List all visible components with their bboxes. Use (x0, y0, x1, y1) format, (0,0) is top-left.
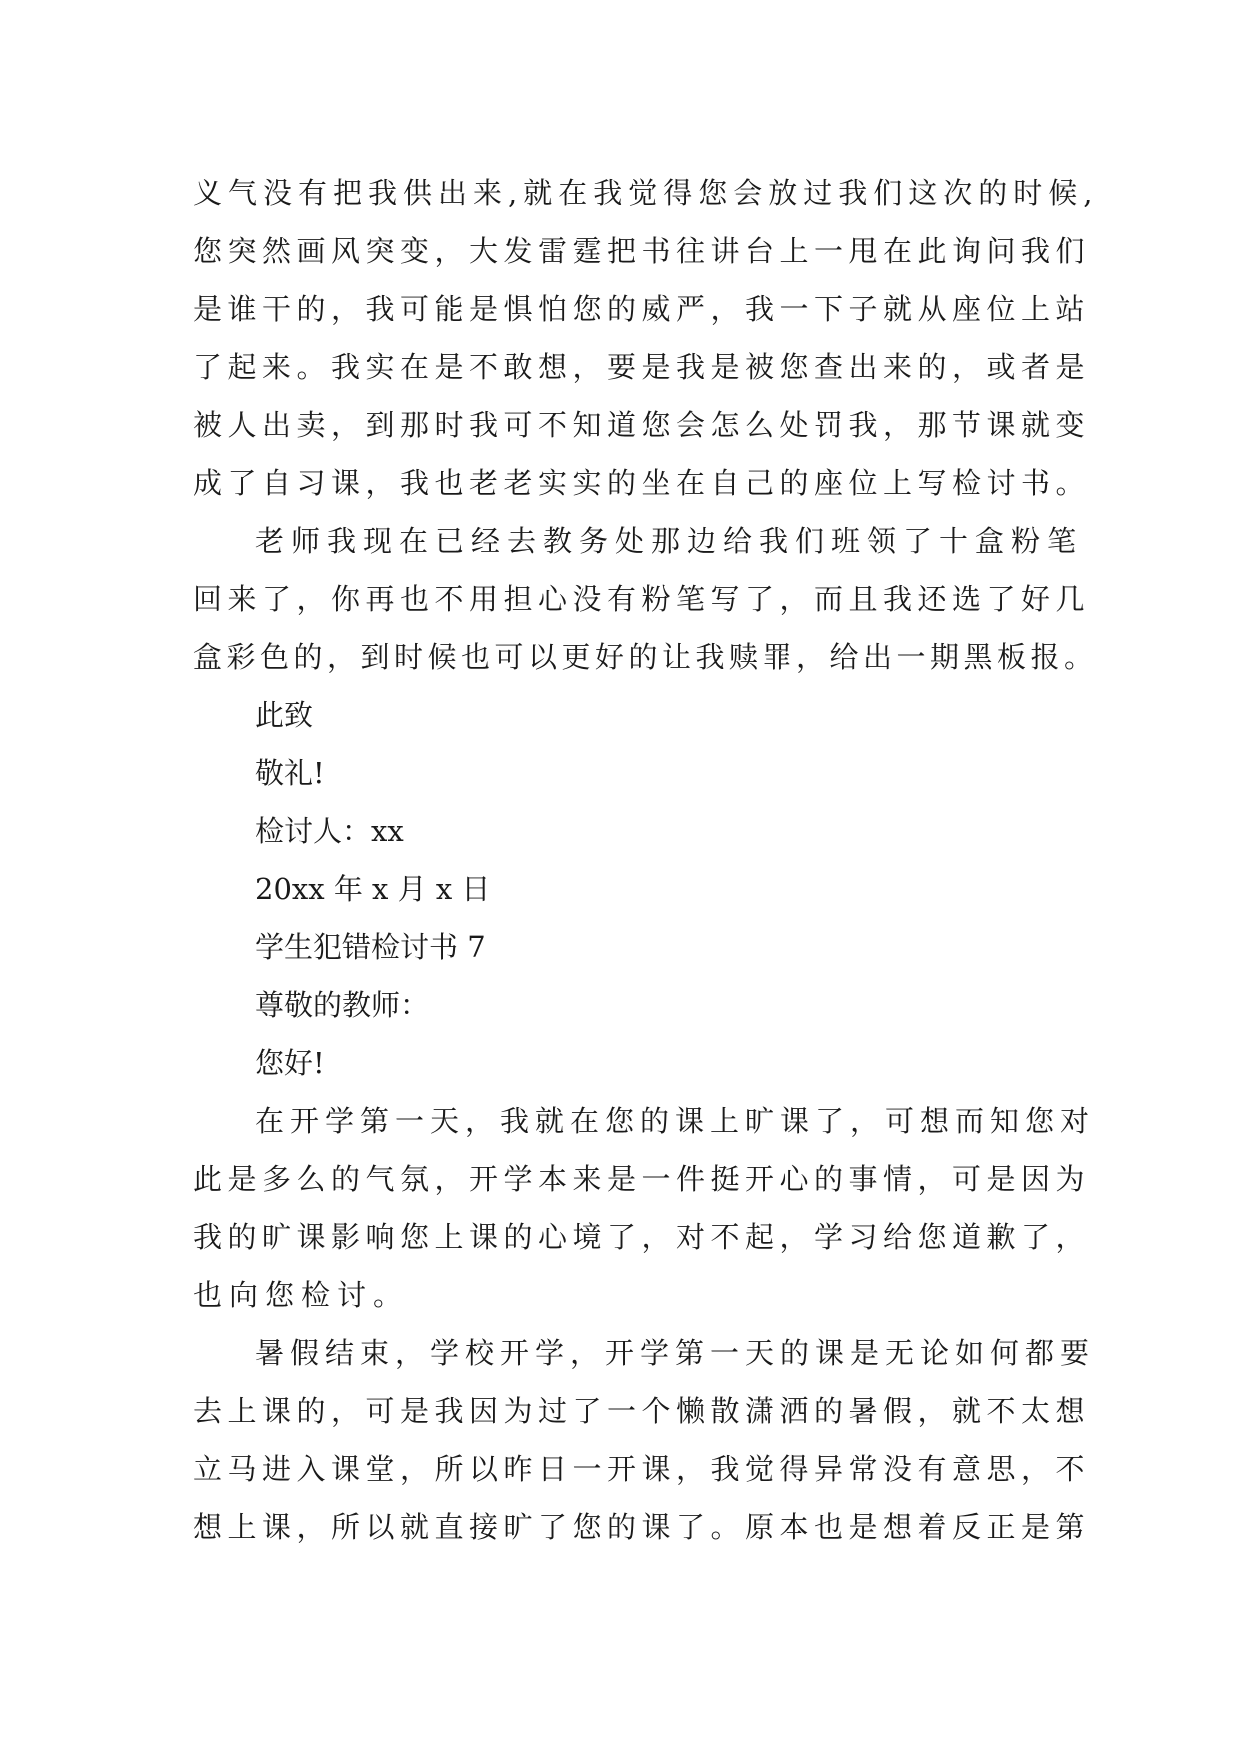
text-line: 此致 (255, 698, 314, 732)
text-line: 检讨人：xx (255, 814, 404, 848)
text-line: 回来了，你再也不用担心没有粉笔写了，而且我还选了好几 (193, 582, 1091, 616)
text-line: 您好! (255, 1046, 325, 1080)
text-line: 义气没有把我供出来,就在我觉得您会放过我们这次的时候, (193, 176, 1099, 210)
text-line: 20xx 年 x 月 x 日 (255, 872, 491, 906)
text-line: 暑假结束，学校开学，开学第一天的课是无论如何都要 (255, 1336, 1096, 1370)
text-line: 想上课，所以就直接旷了您的课了。原本也是想着反正是第 (193, 1510, 1091, 1544)
text-line: 去上课的，可是我因为过了一个懒散潇洒的暑假，就不太想 (193, 1394, 1091, 1428)
text-line: 老师我现在已经去教务处那边给我们班领了十盒粉笔 (255, 524, 1084, 558)
text-line: 敬礼! (255, 756, 325, 790)
text-line: 也向您检讨。 (193, 1278, 410, 1312)
text-line: 成了自习课，我也老老实实的坐在自己的座位上写检讨书。 (193, 466, 1091, 500)
text-line: 盒彩色的，到时候也可以更好的让我赎罪，给出一期黑板报。 (193, 640, 1098, 674)
text-line: 是谁干的，我可能是惧怕您的威严，我一下子就从座位上站 (193, 292, 1091, 326)
text-line: 立马进入课堂，所以昨日一开课，我觉得异常没有意思，不 (193, 1452, 1091, 1486)
text-line: 尊敬的教师： (255, 988, 430, 1022)
text-line: 被人出卖，到那时我可不知道您会怎么处罚我，那节课就变 (193, 408, 1091, 442)
document-body (193, 164, 1099, 1556)
text-line: 了起来。我实在是不敢想，要是我是被您查出来的，或者是 (193, 350, 1091, 384)
text-line: 学生犯错检讨书 7 (255, 930, 486, 964)
text-line: 我的旷课影响您上课的心境了，对不起，学习给您道歉了， (193, 1220, 1091, 1254)
text-line: 在开学第一天，我就在您的课上旷课了，可想而知您对 (255, 1104, 1096, 1138)
text-line: 您突然画风突变，大发雷霆把书往讲台上一甩在此询问我们 (193, 234, 1091, 268)
text-line: 此是多么的气氛，开学本来是一件挺开心的事情，可是因为 (193, 1162, 1091, 1196)
